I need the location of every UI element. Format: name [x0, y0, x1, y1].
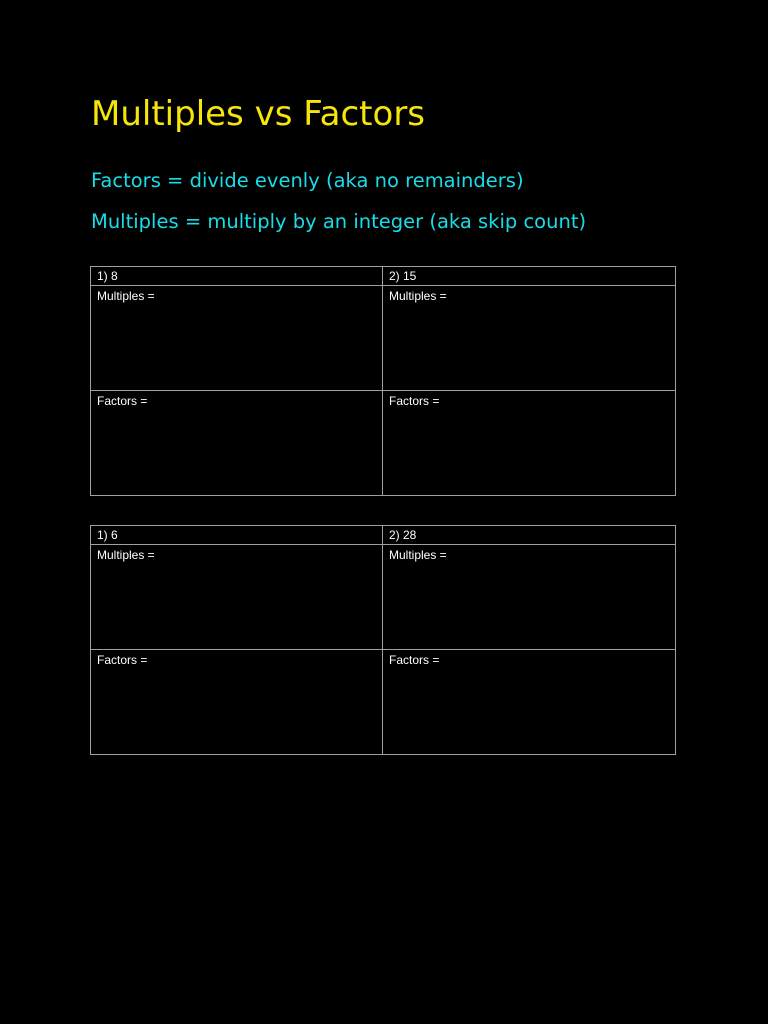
- problem-number-cell: 2) 15: [383, 267, 676, 286]
- multiples-answer-cell: Multiples =: [91, 286, 383, 391]
- factors-row: [91, 391, 676, 496]
- worksheet-table-2: [90, 525, 676, 755]
- factors-definition: Factors = divide evenly (aka no remainders): [91, 169, 524, 192]
- multiples-row: [91, 286, 676, 391]
- worksheet-table-1: [90, 266, 676, 496]
- table-header-row: [91, 526, 676, 545]
- factors-row: [91, 650, 676, 755]
- multiples-row: [91, 545, 676, 650]
- problem-number-cell: 2) 28: [383, 526, 676, 545]
- table-header-row: [91, 267, 676, 286]
- factors-answer-cell: Factors =: [383, 650, 676, 755]
- factors-answer-cell: Factors =: [383, 391, 676, 496]
- multiples-definition: Multiples = multiply by an integer (aka skip count): [91, 210, 587, 233]
- multiples-answer-cell: Multiples =: [383, 286, 676, 391]
- multiples-answer-cell: Multiples =: [383, 545, 676, 650]
- factors-answer-cell: Factors =: [91, 391, 383, 496]
- problem-number-cell: 1) 6: [91, 526, 383, 545]
- multiples-answer-cell: Multiples =: [91, 545, 383, 650]
- problem-number-cell: 1) 8: [91, 267, 383, 286]
- page-title: Multiples vs Factors: [91, 94, 426, 134]
- factors-answer-cell: Factors =: [91, 650, 383, 755]
